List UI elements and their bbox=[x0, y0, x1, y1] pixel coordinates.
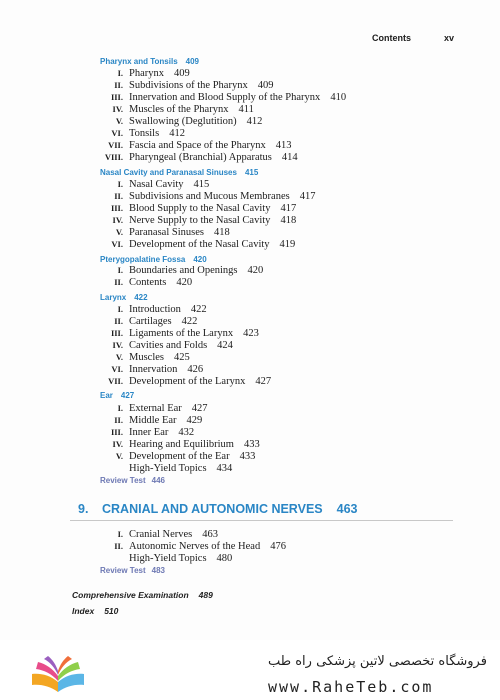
entry-numeral: II. bbox=[114, 415, 123, 425]
entry-title: Development of the Nasal Cavity bbox=[129, 239, 270, 250]
toc-entry[interactable] bbox=[0, 104, 500, 116]
entry-page: 424 bbox=[217, 340, 233, 351]
entry-title: Cranial Nerves bbox=[129, 529, 193, 540]
brand-name-persian: فروشگاه تخصصی لاتین پزشکی راه طب bbox=[268, 654, 487, 669]
section-title: Pharynx and Tonsils bbox=[100, 57, 178, 66]
entry-text bbox=[129, 179, 209, 190]
toc-entry[interactable] bbox=[0, 203, 500, 215]
entry-title: Pharynx bbox=[129, 68, 164, 79]
entry-page: 420 bbox=[176, 277, 193, 288]
entry-text bbox=[129, 316, 197, 327]
entry-numeral: IV. bbox=[112, 439, 123, 449]
entry-text bbox=[129, 68, 190, 79]
entry-title: High-Yield Topics bbox=[129, 463, 207, 474]
toc-entry[interactable] bbox=[0, 427, 500, 439]
entry-page: 476 bbox=[270, 541, 286, 552]
entry-page: 463 bbox=[202, 529, 219, 540]
entry-numeral: I. bbox=[117, 304, 123, 314]
entry-text bbox=[129, 451, 255, 462]
toc-entry[interactable] bbox=[0, 239, 500, 251]
index-entry[interactable] bbox=[72, 606, 118, 616]
entry-numeral: II. bbox=[114, 316, 123, 326]
entry-text bbox=[129, 328, 259, 339]
entry-page: 417 bbox=[299, 191, 316, 202]
comprehensive-exam-label: Comprehensive Examination bbox=[72, 590, 189, 600]
entry-title: Tonsils bbox=[129, 128, 160, 139]
toc-entry[interactable] bbox=[0, 140, 500, 152]
entry-numeral: II. bbox=[114, 541, 123, 551]
entry-title: Ligaments of the Larynx bbox=[129, 328, 234, 339]
entry-numeral: I. bbox=[117, 529, 123, 539]
section-page: 409 bbox=[185, 57, 200, 66]
chapter-number: 9. bbox=[78, 502, 89, 516]
entry-title: Development of the Ear bbox=[129, 451, 230, 462]
entry-numeral: VII. bbox=[108, 376, 123, 386]
entry-text bbox=[129, 376, 271, 387]
running-header bbox=[0, 33, 500, 47]
chapter-title: CRANIAL AND AUTONOMIC NERVES bbox=[102, 502, 323, 516]
toc-entry[interactable] bbox=[0, 352, 500, 364]
entry-numeral: III. bbox=[110, 203, 123, 213]
entry-title: Development of the Larynx bbox=[129, 376, 246, 387]
entry-text bbox=[129, 352, 190, 363]
entry-page: 414 bbox=[281, 152, 298, 163]
entry-text bbox=[129, 529, 218, 540]
entry-page: 433 bbox=[243, 439, 260, 450]
toc-entry[interactable] bbox=[0, 128, 500, 140]
entry-title: Middle Ear bbox=[129, 415, 177, 426]
entry-numeral: VI. bbox=[111, 364, 123, 374]
entry-title: Innervation and Blood Supply of the Pharynx bbox=[129, 92, 321, 103]
header-page-number: xv bbox=[444, 33, 455, 43]
entry-page: 434 bbox=[216, 463, 233, 474]
entry-page: 429 bbox=[186, 415, 203, 426]
entry-page: 418 bbox=[213, 227, 230, 238]
entry-numeral: II. bbox=[114, 191, 123, 201]
chapter-heading[interactable] bbox=[78, 502, 357, 516]
entry-page: 415 bbox=[193, 179, 210, 190]
entry-text bbox=[129, 203, 296, 214]
entry-title: Paranasal Sinuses bbox=[129, 227, 204, 238]
entry-page: 418 bbox=[280, 215, 297, 226]
entry-text bbox=[129, 215, 296, 226]
index-page: 510 bbox=[104, 606, 119, 616]
entry-text bbox=[129, 239, 295, 250]
toc-entry[interactable] bbox=[0, 215, 500, 227]
toc-entry[interactable] bbox=[0, 227, 500, 239]
entry-title: Hearing and Equilibrium bbox=[129, 439, 234, 450]
entry-numeral: VIII. bbox=[104, 152, 123, 162]
entry-page: 409 bbox=[174, 68, 190, 79]
entry-text bbox=[129, 265, 263, 276]
entry-page: 412 bbox=[169, 128, 185, 139]
chapter-page: 463 bbox=[336, 502, 358, 516]
entry-numeral: I. bbox=[117, 68, 123, 78]
entry-text bbox=[129, 304, 207, 315]
entry-title: High-Yield Topics bbox=[129, 553, 207, 564]
entry-numeral: IV. bbox=[112, 340, 123, 350]
entry-text bbox=[129, 403, 208, 414]
section-heading[interactable] bbox=[100, 293, 148, 302]
entry-title: Blood Supply to the Nasal Cavity bbox=[129, 203, 271, 214]
entry-page: 422 bbox=[181, 316, 198, 327]
toc-entry[interactable] bbox=[0, 376, 500, 388]
toc-entry[interactable] bbox=[0, 553, 500, 565]
review-test-label: Review Test bbox=[100, 476, 146, 485]
entry-numeral: III. bbox=[110, 92, 123, 102]
entry-numeral: I. bbox=[117, 179, 123, 189]
review-test-link[interactable] bbox=[100, 566, 165, 575]
toc-entry[interactable] bbox=[0, 451, 500, 463]
entry-page: 419 bbox=[279, 239, 296, 250]
entry-text bbox=[129, 364, 203, 375]
entry-numeral: IV. bbox=[112, 104, 123, 114]
entry-title: Subdivisions of the Pharynx bbox=[129, 80, 248, 91]
toc-entry[interactable] bbox=[0, 529, 500, 541]
section-page: 422 bbox=[134, 293, 148, 302]
entry-text bbox=[129, 439, 260, 450]
entry-title: Muscles of the Pharynx bbox=[129, 104, 229, 115]
toc-entry[interactable] bbox=[0, 415, 500, 427]
entry-title: Innervation bbox=[129, 364, 178, 375]
section-heading[interactable] bbox=[100, 391, 134, 400]
entry-page: 422 bbox=[190, 304, 207, 315]
entry-text bbox=[129, 427, 194, 438]
entry-numeral: II. bbox=[114, 80, 123, 90]
entry-numeral: III. bbox=[110, 328, 123, 338]
entry-title: Introduction bbox=[129, 304, 181, 315]
section-title: Nasal Cavity and Paranasal Sinuses bbox=[100, 168, 237, 177]
toc-entry[interactable] bbox=[0, 277, 500, 289]
entry-title: Nasal Cavity bbox=[129, 179, 184, 190]
entry-text bbox=[129, 463, 232, 474]
entry-numeral: II. bbox=[114, 277, 123, 287]
comprehensive-exam-page: 489 bbox=[198, 590, 213, 600]
entry-page: 420 bbox=[247, 265, 264, 276]
entry-numeral: I. bbox=[117, 265, 123, 275]
entry-text bbox=[129, 116, 262, 127]
entry-page: 480 bbox=[216, 553, 233, 564]
entry-numeral: VI. bbox=[111, 239, 123, 249]
entry-title: Nerve Supply to the Nasal Cavity bbox=[129, 215, 271, 226]
section-title: Ear bbox=[100, 391, 113, 400]
entry-page: 413 bbox=[275, 140, 292, 151]
review-test-label: Review Test bbox=[100, 566, 146, 575]
entry-page: 409 bbox=[257, 80, 274, 91]
entry-title: Swallowing (Deglutition) bbox=[129, 116, 237, 127]
entry-page: 425 bbox=[174, 352, 190, 363]
entry-page: 410 bbox=[330, 92, 347, 103]
review-test-link[interactable] bbox=[100, 476, 165, 485]
toc-entry[interactable] bbox=[0, 541, 500, 553]
brand-url[interactable]: www.RaheTeb.com bbox=[268, 678, 434, 696]
section-page: 420 bbox=[193, 255, 207, 264]
entry-numeral: III. bbox=[110, 427, 123, 437]
toc-entry[interactable] bbox=[0, 364, 500, 376]
entry-page: 433 bbox=[239, 451, 256, 462]
chapter-divider bbox=[70, 520, 453, 521]
entry-numeral: I. bbox=[117, 403, 123, 413]
review-test-page: 446 bbox=[151, 476, 166, 485]
entry-title: Autonomic Nerves of the Head bbox=[129, 541, 261, 552]
entry-page: 412 bbox=[246, 116, 263, 127]
entry-text bbox=[129, 415, 202, 426]
entry-title: Cavities and Folds bbox=[129, 340, 208, 351]
entry-title: Inner Ear bbox=[129, 427, 169, 438]
entry-page: 427 bbox=[255, 376, 272, 387]
header-title: Contents bbox=[372, 33, 411, 43]
toc-entry[interactable] bbox=[0, 116, 500, 128]
section-title: Larynx bbox=[100, 293, 127, 302]
entry-text bbox=[129, 227, 230, 238]
entry-numeral: V. bbox=[115, 227, 123, 237]
entry-title: Pharyngeal (Branchial) Apparatus bbox=[129, 152, 272, 163]
entry-title: Subdivisions and Mucous Membranes bbox=[129, 191, 290, 202]
toc-entry[interactable] bbox=[0, 152, 500, 164]
entry-text bbox=[129, 80, 273, 91]
toc-entry[interactable] bbox=[0, 179, 500, 191]
toc-entry[interactable] bbox=[0, 191, 500, 203]
toc-entry[interactable] bbox=[0, 403, 500, 415]
entry-title: Muscles bbox=[129, 352, 164, 363]
toc-entry[interactable] bbox=[0, 340, 500, 352]
entry-title: Contents bbox=[129, 277, 167, 288]
entry-numeral: V. bbox=[115, 451, 123, 461]
entry-text bbox=[129, 541, 286, 552]
entry-text bbox=[129, 553, 232, 564]
entry-numeral: IV. bbox=[112, 215, 123, 225]
entry-numeral: V. bbox=[115, 352, 123, 362]
entry-text bbox=[129, 152, 298, 163]
toc-entry[interactable] bbox=[0, 439, 500, 451]
entry-numeral: V. bbox=[115, 116, 123, 126]
entry-page: 427 bbox=[191, 403, 208, 414]
toc-entry[interactable] bbox=[0, 80, 500, 92]
entry-text bbox=[129, 340, 233, 351]
entry-text bbox=[129, 92, 346, 103]
open-book-logo-icon bbox=[28, 654, 88, 696]
toc-entry[interactable] bbox=[0, 316, 500, 328]
toc-entry[interactable] bbox=[0, 328, 500, 340]
section-title: Pterygopalatine Fossa bbox=[100, 255, 186, 264]
entry-text bbox=[129, 128, 185, 139]
entry-numeral: VII. bbox=[108, 140, 123, 150]
section-page: 427 bbox=[120, 391, 135, 400]
index-label: Index bbox=[72, 606, 95, 616]
toc-entry[interactable] bbox=[0, 463, 500, 475]
entry-text bbox=[129, 191, 315, 202]
entry-title: Fascia and Space of the Pharynx bbox=[129, 140, 266, 151]
entry-title: External Ear bbox=[129, 403, 182, 414]
comprehensive-exam-entry[interactable] bbox=[72, 590, 213, 600]
section-page: 415 bbox=[244, 168, 259, 177]
entry-title: Cartilages bbox=[129, 316, 172, 327]
entry-title: Boundaries and Openings bbox=[129, 265, 238, 276]
toc-entry[interactable] bbox=[0, 265, 500, 277]
review-test-page: 483 bbox=[151, 566, 166, 575]
entry-page: 426 bbox=[187, 364, 204, 375]
entry-text bbox=[129, 277, 192, 288]
entry-text bbox=[129, 104, 254, 115]
section-heading[interactable] bbox=[100, 255, 207, 264]
entry-page: 411 bbox=[238, 104, 254, 115]
entry-text bbox=[129, 140, 292, 151]
entry-page: 432 bbox=[178, 427, 195, 438]
entry-page: 417 bbox=[280, 203, 297, 214]
entry-numeral: VI. bbox=[111, 128, 123, 138]
toc-entry[interactable] bbox=[0, 304, 500, 316]
toc-entry[interactable] bbox=[0, 68, 500, 80]
section-heading[interactable] bbox=[100, 57, 199, 66]
section-heading[interactable] bbox=[100, 168, 258, 177]
entry-page: 423 bbox=[243, 328, 259, 339]
toc-entry[interactable] bbox=[0, 92, 500, 104]
